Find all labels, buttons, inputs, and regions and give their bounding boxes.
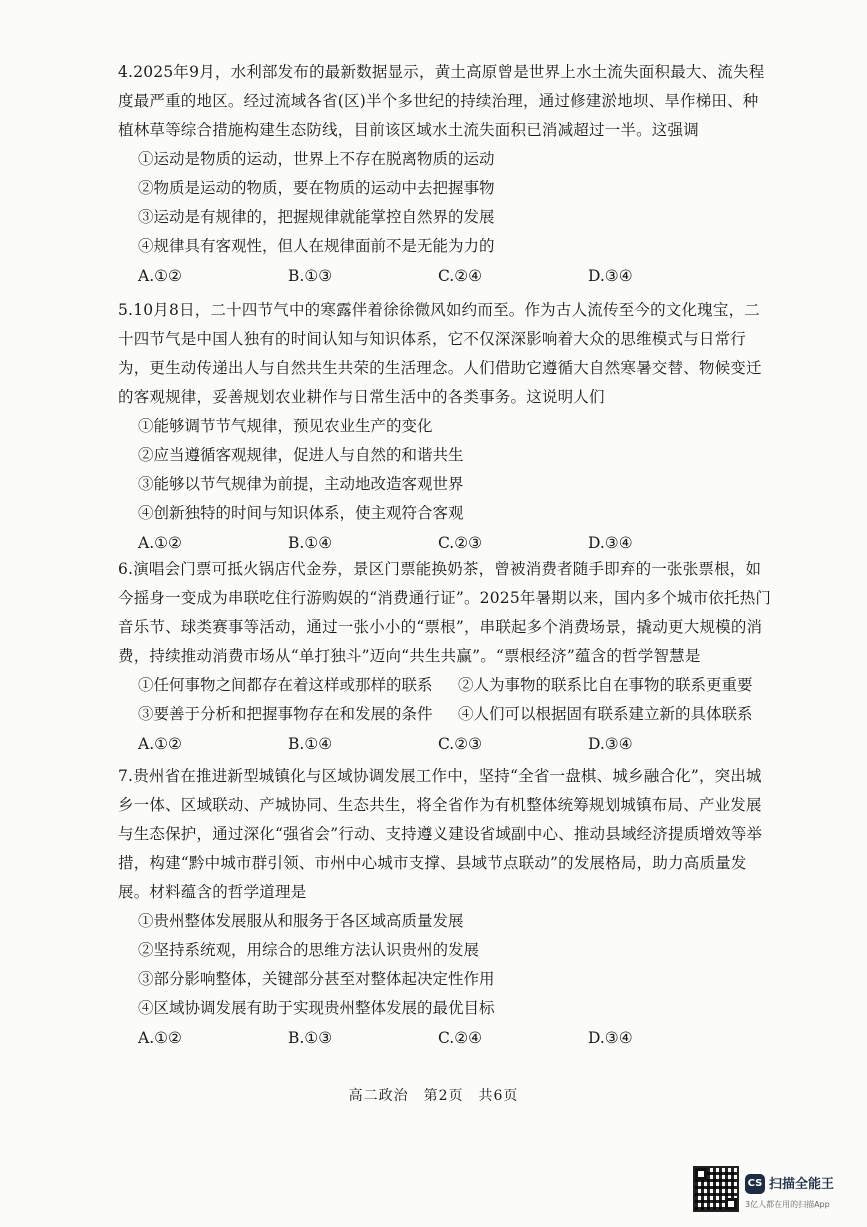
question-7-item-4: ④区域协调发展有助于实现贵州整体发展的最优目标 (138, 999, 495, 1017)
question-6-item-3: ③要善于分析和把握事物存在和发展的条件 (138, 705, 433, 723)
watermark-tagline: 3亿人都在用的扫描App (745, 1200, 830, 1209)
question-5 (118, 296, 773, 558)
choice-c[interactable]: C.②④ (438, 1029, 483, 1047)
question-4-item-3: ③运动是有规律的，把握规律就能掌控自然界的发展 (138, 208, 495, 226)
watermark-name: 扫描全能王 (769, 1177, 835, 1192)
choice-a[interactable]: A.①② (138, 1029, 182, 1047)
question-6-choices (118, 729, 773, 759)
question-6-item-2: ②人为事物的联系比自在事物的联系更重要 (458, 676, 753, 694)
choice-a[interactable]: A.①② (138, 735, 182, 753)
choice-c[interactable]: C.②③ (438, 735, 483, 753)
choice-c[interactable]: C.②③ (438, 534, 483, 552)
choice-b[interactable]: B.①④ (288, 735, 333, 753)
choice-d[interactable]: D.③④ (588, 735, 633, 753)
question-6-item-4: ④人们可以根据固有联系建立新的具体联系 (458, 705, 753, 723)
choice-b[interactable]: B.①③ (288, 1029, 333, 1047)
question-7 (118, 762, 773, 1053)
choice-d[interactable]: D.③④ (588, 267, 633, 285)
question-6-row-1 (118, 671, 773, 700)
question-5-item-2: ②应当遵循客观规律，促进人与自然的和谐共生 (138, 446, 464, 464)
question-6-stem: 6.演唱会门票可抵火锅店代金券，景区门票能换奶茶，曾被消费者随手即弃的一张张票根，如今摇身一变成为串联吃住行游购娱的“消费通行证”。2025年暑期以来，国内多个城市依托热门音乐节、球类赛事等活动，通过一张小小的“票根”，串联起多个消费场景，撬动更大规模的消费，持续推动消费市场从“单打独斗”迈向“共生共赢”。“票根经济”蕴含的哲学智慧是 (118, 560, 772, 665)
question-6-row-2 (118, 700, 773, 729)
question-7-item-3: ③部分影响整体，关键部分甚至对整体起决定性作用 (138, 970, 495, 988)
choice-d[interactable]: D.③④ (588, 1029, 633, 1047)
question-7-choices (118, 1023, 773, 1053)
choice-b[interactable]: B.①④ (288, 534, 333, 552)
choice-a[interactable]: A.①② (138, 534, 182, 552)
question-5-item-3: ③能够以节气规律为前提，主动地改造客观世界 (138, 475, 464, 493)
question-6-item-1: ①任何事物之间都存在着这样或那样的联系 (138, 676, 433, 694)
choice-d[interactable]: D.③④ (588, 534, 633, 552)
question-4-choices (118, 261, 773, 291)
question-5-item-4: ④创新独特的时间与知识体系，使主观符合客观 (138, 504, 464, 522)
choice-b[interactable]: B.①③ (288, 267, 333, 285)
question-4-item-4: ④规律具有客观性，但人在规律面前不是无能为力的 (138, 237, 495, 255)
choice-a[interactable]: A.①② (138, 267, 182, 285)
question-6 (118, 555, 773, 759)
question-4-item-2: ②物质是运动的物质，要在物质的运动中去把握事物 (138, 179, 495, 197)
page-footer: 高二政治 第2页 共6页 (348, 1088, 519, 1104)
choice-c[interactable]: C.②④ (438, 267, 483, 285)
question-4 (118, 58, 773, 291)
qr-code-icon (693, 1166, 739, 1212)
question-5-stem: 5.10月8日，二十四节气中的寒露伴着徐徐微风如约而至。作为古人流传至今的文化瑰宝，二十四节气是中国人独有的时间认知与知识体系，它不仅深深影响着大众的思维模式与日常行为，更生动传递出人与自然共生共荣的生活理念。人们借助它遵循大自然寒暑交替、物候变迁的客观规律，妥善规划农业耕作与日常生活中的各类事务。这说明人们 (118, 301, 762, 406)
question-4-item-1: ①运动是物质的运动，世界上不存在脱离物质的运动 (138, 150, 495, 168)
camscanner-logo-icon: CS (745, 1174, 765, 1194)
question-7-item-2: ②坚持系统观，用综合的思维方法认识贵州的发展 (138, 941, 480, 959)
question-7-item-1: ①贵州整体发展服从和服务于各区域高质量发展 (138, 912, 464, 930)
question-5-item-1: ①能够调节节气规律，预见农业生产的变化 (138, 417, 433, 435)
question-4-stem: 4.2025年9月，水利部发布的最新数据显示，黄土高原曾是世界上水土流失面积最大、流失程度最严重的地区。经过流域各省(区)半个多世纪的持续治理，通过修建淤地坝、旱作梯田、种植林草等综合措施构建生态防线，目前该区域水土流失面积已消减超过一半。这强调 (118, 63, 765, 139)
question-7-stem: 7.贵州省在推进新型城镇化与区域协调发展工作中，坚持“全省一盘棋、城乡融合化”，突出城乡一体、区域联动、产城协同、生态共生，将全省作为有机整体统筹规划城镇布局、产业发展与生态保护，通过深化“强省会”行动、支持遵义建设省域副中心、推动县域经济提质增效等举措，构建“黔中城市群引领、市州中心城市支撑、县域节点联动”的发展格局，助力高质量发展。材料蕴含的哲学道理是 (118, 767, 763, 901)
question-5-choices (118, 528, 773, 558)
